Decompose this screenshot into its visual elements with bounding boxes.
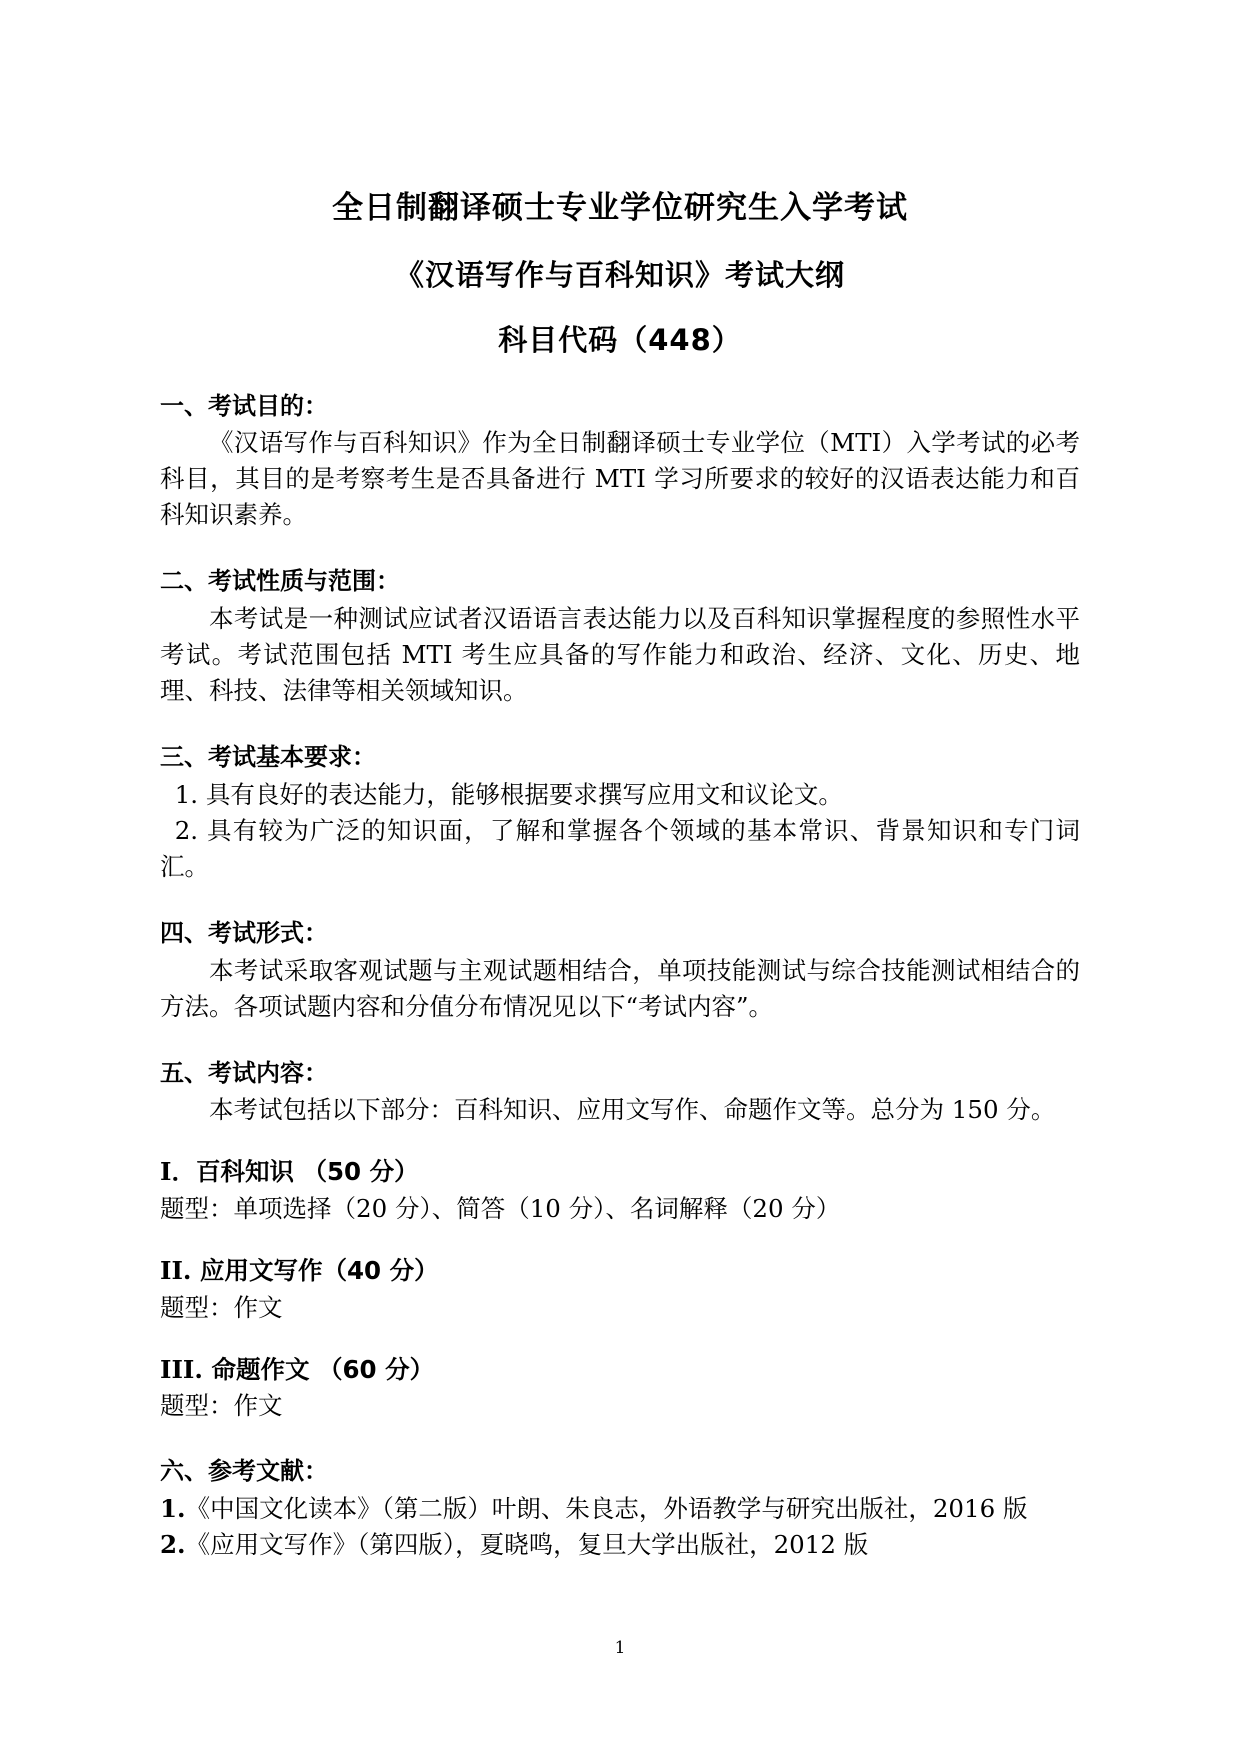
spacer	[160, 1042, 1080, 1056]
section-basic-requirements	[160, 740, 1080, 885]
section-exam-purpose	[160, 389, 1080, 534]
exam-part-name: 命题作文	[211, 1354, 310, 1384]
section-exam-content	[160, 1056, 1080, 1129]
requirement-item: 1. 具有良好的表达能力，能够根据要求撰写应用文和议论文。	[174, 779, 843, 809]
spacer	[160, 550, 1080, 564]
section-exam-format	[160, 916, 1080, 1025]
reference-item	[160, 1491, 1080, 1527]
section-body-exam-purpose: 《汉语写作与百科知识》作为全日制翻译硕士专业学位（MTI）入学考试的必考科目，其目的是考察考生是否具备进行 MTI 学习所要求的较好的汉语表达能力和百科知识素养。	[160, 428, 1080, 530]
page-number: 1	[614, 1638, 626, 1658]
exam-part-numeral: I．	[160, 1157, 196, 1187]
exam-part-score: （60 分）	[317, 1354, 435, 1384]
title-block	[160, 185, 1080, 363]
exam-part-heading	[160, 1253, 1080, 1289]
section-heading-references: 六、参考文献：	[160, 1457, 328, 1486]
exam-part-practical-writing	[160, 1253, 1080, 1326]
exam-part-numeral: III.	[160, 1354, 203, 1384]
section-heading-basic-requirements: 三、考试基本要求：	[160, 743, 376, 772]
section-body-exam-content: 本考试包括以下部分：百科知识、应用文写作、命题作文等。总分为 150 分。	[209, 1095, 1056, 1125]
exam-part-name: 应用文写作	[199, 1256, 323, 1285]
section-body-exam-format: 本考试采取客观试题与主观试题相结合，单项技能测试与综合技能测试相结合的方法。各项试题内容和分值分布情况见以下“考试内容”。	[160, 955, 1080, 1021]
subject-code: 科目代码（448）	[498, 323, 742, 357]
exam-part-numeral: II.	[160, 1256, 192, 1285]
reference-text: 《中国文化读本》（第二版）叶朗、朱良志，外语教学与研究出版社，2016 版	[185, 1493, 1028, 1523]
section-heading-exam-content: 五、考试内容：	[160, 1058, 328, 1087]
exam-part-score: （40 分）	[322, 1256, 439, 1285]
exam-part-detail: 题型：作文	[160, 1391, 283, 1421]
requirement-item: 2. 具有较为广泛的知识面，了解和掌握各个领域的基本常识、背景知识和专门词汇。	[160, 815, 1080, 881]
section-heading-exam-nature-scope: 二、考试性质与范围：	[160, 567, 400, 596]
exam-part-heading	[160, 1154, 1080, 1190]
reference-text: 《应用文写作》（第四版），夏晓鸣，复旦大学出版社，2012 版	[185, 1529, 869, 1559]
exam-part-encyclopedic-knowledge	[160, 1154, 1080, 1227]
document-subtitle: 《汉语写作与百科知识》考试大纲	[394, 257, 845, 292]
exam-part-heading	[160, 1352, 1080, 1388]
spacer	[160, 726, 1080, 740]
exam-part-name: 百科知识	[195, 1157, 294, 1187]
reference-number: 1.	[160, 1493, 186, 1523]
exam-part-score: （50 分）	[302, 1157, 419, 1187]
exam-part-detail: 题型：作文	[160, 1292, 283, 1322]
exam-part-detail: 题型：单项选择（20 分）、简答（10 分）、名词解释（20 分）	[160, 1194, 841, 1223]
section-body-exam-nature-scope: 本考试是一种测试应试者汉语语言表达能力以及百科知识掌握程度的参照性水平考试。考试范围包括 MTI 考生应具备的写作能力和政治、经济、文化、历史、地理、科技、法律等相关领域知识。	[160, 604, 1080, 706]
reference-number: 2.	[160, 1529, 186, 1559]
document-title: 全日制翻译硕士专业学位研究生入学考试	[332, 190, 908, 226]
section-references	[160, 1454, 1080, 1563]
section-heading-exam-format: 四、考试形式：	[160, 918, 328, 947]
spacer	[160, 902, 1080, 916]
section-heading-exam-purpose: 一、考试目的：	[160, 391, 328, 420]
section-exam-nature-scope	[160, 564, 1080, 709]
exam-part-titled-essay	[160, 1352, 1080, 1425]
reference-item	[160, 1527, 1080, 1563]
